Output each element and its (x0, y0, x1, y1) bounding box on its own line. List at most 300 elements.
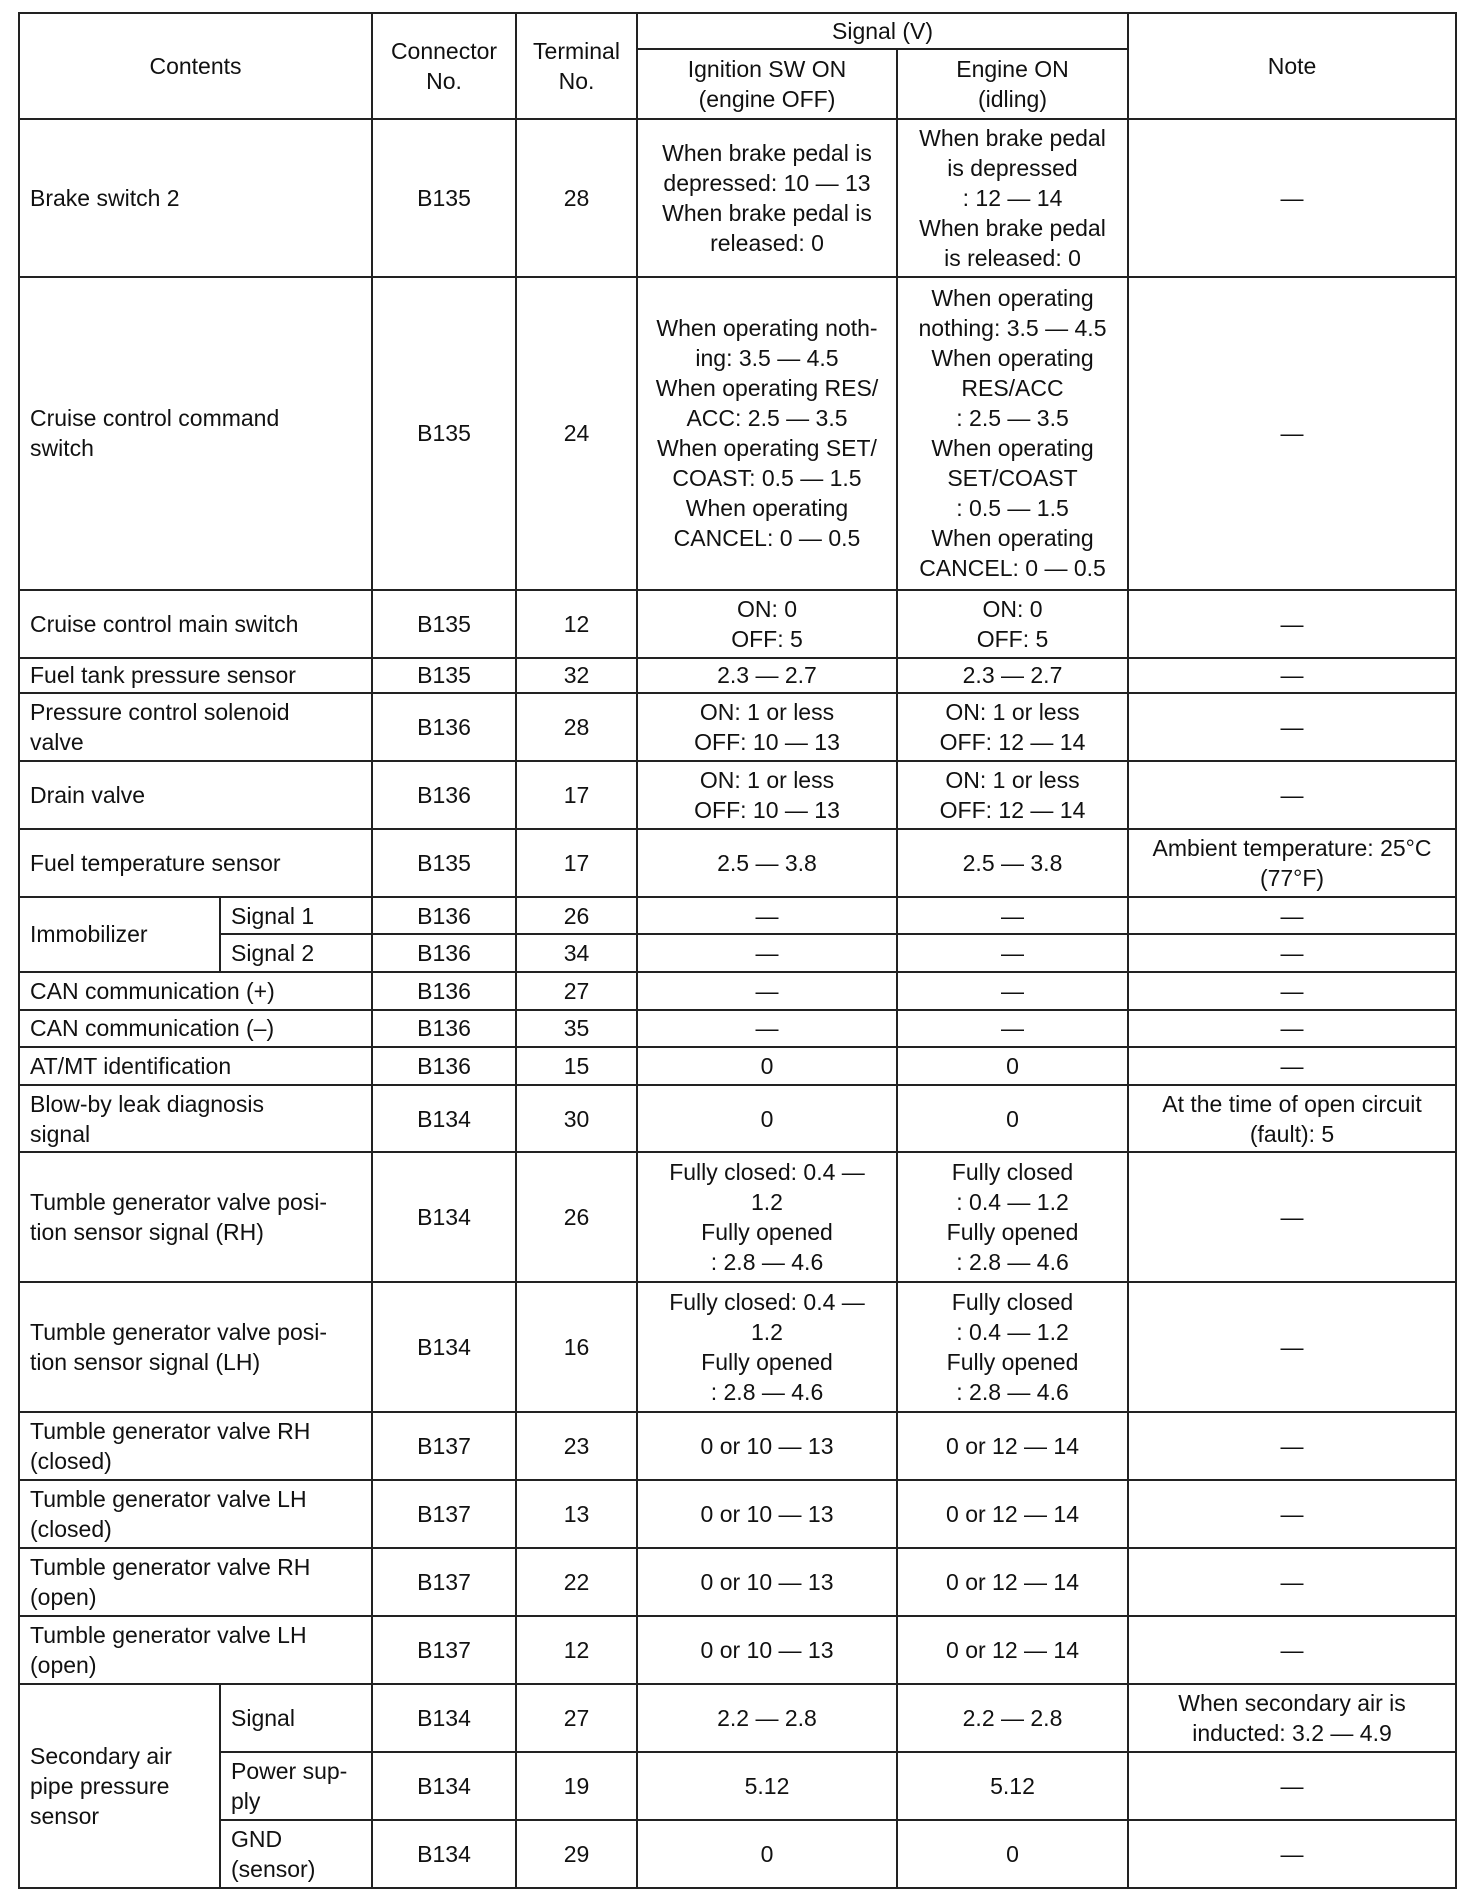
engine-signal-cell-line: 0 or 12 — 14 (946, 1433, 1079, 1460)
ignition-signal-cell-line: OFF: 10 — 13 (694, 797, 840, 824)
header-connector (372, 13, 516, 119)
engine-signal-cell-line: When brake pedal (919, 215, 1106, 242)
table-row (19, 897, 1456, 935)
ignition-signal-cell (637, 1412, 897, 1480)
note-cell-line: — (1280, 1501, 1304, 1528)
note-cell (1128, 1010, 1456, 1048)
contents-cell (19, 1548, 372, 1616)
terminal-cell: 28 (516, 119, 637, 277)
terminal-cell: 27 (516, 1684, 637, 1752)
note-cell-line: inducted: 3.2 — 4.9 (1192, 1719, 1392, 1746)
connector-cell: B135 (372, 829, 516, 897)
terminal-cell: 17 (516, 761, 637, 829)
ignition-signal-cell (637, 1616, 897, 1684)
engine-signal-cell (897, 1085, 1128, 1153)
table-row (19, 1752, 1456, 1820)
ignition-signal-cell (637, 1548, 897, 1616)
engine-signal-cell-line: ON: 1 or less (945, 699, 1080, 726)
header-ignition (637, 49, 897, 119)
header-terminal-line: Terminal (533, 38, 620, 64)
note-cell-line: — (1280, 977, 1304, 1004)
terminal-cell: 30 (516, 1085, 637, 1153)
connector-cell: B137 (372, 1616, 516, 1684)
table-row (19, 761, 1456, 829)
engine-signal-cell-line: OFF: 5 (976, 625, 1049, 652)
ignition-signal-cell (637, 1820, 897, 1888)
note-cell (1128, 658, 1456, 694)
header-engine (897, 49, 1128, 119)
engine-signal-cell-line: : 0.5 — 1.5 (956, 495, 1069, 522)
engine-signal-cell (897, 829, 1128, 897)
note-cell (1128, 1085, 1456, 1153)
engine-signal-cell-line: Fully opened (946, 1349, 1079, 1376)
table-row (19, 1480, 1456, 1548)
contents-cell-line: CAN communication (+) (30, 977, 275, 1004)
engine-signal-cell-line: — (1001, 902, 1024, 929)
contents-cell (19, 590, 372, 658)
sub-item-cell-line: (sensor) (231, 1855, 316, 1882)
ignition-signal-cell-line: When operating RES/ (655, 375, 879, 402)
header-ignition-line: (engine OFF) (698, 86, 836, 112)
note-cell-line: — (1280, 782, 1304, 809)
contents-cell-line: AT/MT identification (30, 1052, 232, 1079)
ignition-signal-cell (637, 829, 897, 897)
engine-signal-cell-line: : 0.4 — 1.2 (956, 1189, 1069, 1216)
connector-cell: B134 (372, 1282, 516, 1412)
group-cell (19, 1684, 220, 1888)
note-cell (1128, 829, 1456, 897)
connector-cell: B134 (372, 1752, 516, 1820)
ignition-signal-cell-line: : 2.8 — 4.6 (710, 1249, 824, 1276)
contents-cell-line: Tumble generator valve posi- (30, 1319, 328, 1346)
contents-cell-line: Tumble generator valve RH (30, 1418, 311, 1445)
note-cell (1128, 897, 1456, 935)
ignition-signal-cell-line: When operating (685, 495, 849, 522)
table-row (19, 972, 1456, 1010)
table-body (19, 119, 1456, 1888)
contents-cell (19, 972, 372, 1010)
table-row (19, 1152, 1456, 1282)
contents-cell (19, 1047, 372, 1085)
engine-signal-cell-line: is released: 0 (944, 245, 1081, 272)
note-cell (1128, 1752, 1456, 1820)
connector-cell: B136 (372, 693, 516, 761)
note-cell (1128, 119, 1456, 277)
contents-cell (19, 658, 372, 694)
note-cell-line: — (1280, 940, 1304, 967)
sub-item-cell: Signal 2 (220, 934, 372, 972)
ignition-signal-cell-line: 0 or 10 — 13 (700, 1569, 834, 1596)
engine-signal-cell (897, 590, 1128, 658)
connector-cell: B135 (372, 119, 516, 277)
contents-cell-line: (closed) (30, 1516, 112, 1543)
engine-signal-cell-line: : 12 — 14 (962, 185, 1063, 212)
note-cell-line: (77°F) (1259, 864, 1325, 891)
contents-cell-line: Tumble generator valve LH (30, 1621, 307, 1648)
engine-signal-cell-line: ON: 0 (982, 595, 1043, 622)
note-cell-line: — (1280, 1052, 1304, 1079)
connector-cell: B136 (372, 761, 516, 829)
engine-signal-cell-line: — (1001, 977, 1024, 1004)
contents-cell-line: Tumble generator valve posi- (30, 1189, 328, 1216)
terminal-cell: 17 (516, 829, 637, 897)
connector-cell: B135 (372, 658, 516, 694)
sub-item-cell (220, 1820, 372, 1888)
sub-item-cell-line: Power sup- (231, 1757, 348, 1784)
terminal-cell: 34 (516, 934, 637, 972)
contents-cell-line: tion sensor signal (LH) (30, 1349, 261, 1376)
engine-signal-cell-line: : 2.5 — 3.5 (956, 405, 1069, 432)
ignition-signal-cell-line: 2.2 — 2.8 (717, 1704, 817, 1731)
note-cell (1128, 693, 1456, 761)
terminal-cell: 13 (516, 1480, 637, 1548)
engine-signal-cell (897, 1752, 1128, 1820)
note-cell (1128, 761, 1456, 829)
sub-item-cell-line: ply (231, 1787, 261, 1814)
sub-item-cell (220, 1752, 372, 1820)
engine-signal-cell-line: 2.2 — 2.8 (962, 1704, 1063, 1731)
ignition-signal-cell-line: ON: 1 or less (699, 699, 835, 726)
ignition-signal-cell (637, 1752, 897, 1820)
note-cell-line: (fault): 5 (1249, 1120, 1335, 1147)
note-cell-line: At the time of open circuit (1162, 1090, 1422, 1117)
note-cell (1128, 1684, 1456, 1752)
ignition-signal-cell (637, 119, 897, 277)
ignition-signal-cell-line: ACC: 2.5 — 3.5 (686, 405, 848, 432)
contents-cell-line: (open) (30, 1584, 97, 1611)
ignition-signal-cell (637, 934, 897, 972)
note-cell-line: — (1280, 185, 1304, 212)
ignition-signal-cell-line: — (755, 902, 779, 929)
connector-cell: B136 (372, 934, 516, 972)
table-row (19, 1820, 1456, 1888)
table-row (19, 119, 1456, 277)
ignition-signal-cell (637, 1480, 897, 1548)
note-cell (1128, 1480, 1456, 1548)
note-cell-line: — (1280, 1334, 1304, 1361)
engine-signal-cell (897, 934, 1128, 972)
contents-cell-line: Tumble generator valve RH (30, 1554, 311, 1581)
ignition-signal-cell (637, 897, 897, 935)
table-row (19, 1047, 1456, 1085)
contents-cell-line: Cruise control main switch (30, 610, 299, 637)
engine-signal-cell (897, 1548, 1128, 1616)
note-cell-line: When secondary air is (1178, 1689, 1406, 1716)
engine-signal-cell-line: — (1001, 940, 1024, 967)
sub-item-cell: Signal 1 (220, 897, 372, 935)
engine-signal-cell-line: : 2.8 — 4.6 (956, 1379, 1069, 1406)
terminal-cell: 28 (516, 693, 637, 761)
header-ignition-line: Ignition SW ON (687, 56, 847, 82)
terminal-cell: 19 (516, 1752, 637, 1820)
connector-cell: B134 (372, 1085, 516, 1153)
table-row (19, 1684, 1456, 1752)
engine-signal-cell-line: Fully opened (946, 1219, 1079, 1246)
table-row (19, 829, 1456, 897)
engine-signal-cell (897, 1480, 1128, 1548)
contents-cell (19, 1282, 372, 1412)
contents-cell-line: Cruise control command (30, 405, 280, 432)
ignition-signal-cell (637, 1047, 897, 1085)
note-cell (1128, 972, 1456, 1010)
engine-signal-cell (897, 1616, 1128, 1684)
terminal-cell: 29 (516, 1820, 637, 1888)
engine-signal-cell-line: OFF: 12 — 14 (939, 729, 1086, 756)
contents-cell (19, 119, 372, 277)
ignition-signal-cell-line: — (755, 940, 779, 967)
note-cell (1128, 1548, 1456, 1616)
terminal-cell: 32 (516, 658, 637, 694)
terminal-cell: 26 (516, 1152, 637, 1282)
ignition-signal-cell-line: depressed: 10 — 13 (663, 170, 871, 197)
header-contents: Contents (19, 13, 372, 119)
engine-signal-cell-line: When operating (931, 525, 1094, 552)
ignition-signal-cell (637, 1282, 897, 1412)
table-row (19, 1412, 1456, 1480)
note-cell (1128, 1820, 1456, 1888)
ignition-signal-cell-line: 0 (760, 1052, 774, 1079)
ignition-signal-cell-line: Fully closed: 0.4 — (669, 1159, 865, 1186)
note-cell-line: Ambient temperature: 25°C (1152, 834, 1432, 861)
terminal-cell: 12 (516, 1616, 637, 1684)
engine-signal-cell-line: is depressed (947, 155, 1078, 182)
table-row (19, 658, 1456, 694)
note-cell-line: — (1280, 1636, 1304, 1663)
header-signal: Signal (V) (637, 13, 1128, 49)
table-row (19, 934, 1456, 972)
connector-cell: B136 (372, 1010, 516, 1048)
note-cell-line: — (1280, 610, 1304, 637)
sub-item-cell-line: GND (231, 1825, 283, 1852)
engine-signal-cell (897, 1152, 1128, 1282)
ignition-signal-cell-line: When brake pedal is (662, 140, 872, 167)
ignition-signal-cell-line: — (755, 1015, 779, 1042)
contents-cell-line: (open) (30, 1651, 97, 1678)
contents-cell-line: Drain valve (30, 782, 146, 809)
ignition-signal-cell-line: 5.12 (744, 1772, 790, 1799)
terminal-cell: 16 (516, 1282, 637, 1412)
engine-signal-cell (897, 119, 1128, 277)
group-cell: Immobilizer (19, 897, 220, 972)
note-cell (1128, 590, 1456, 658)
ignition-signal-cell-line: 2.5 — 3.8 (717, 849, 817, 876)
engine-signal-cell-line: When operating (931, 345, 1094, 372)
contents-cell-line: Pressure control solenoid (30, 699, 290, 726)
engine-signal-cell-line: When operating (931, 285, 1094, 312)
contents-cell-line: switch (30, 435, 94, 462)
contents-cell-line: Fuel tank pressure sensor (30, 662, 296, 689)
engine-signal-cell-line: — (1001, 1015, 1024, 1042)
contents-cell (19, 1616, 372, 1684)
ignition-signal-cell-line: Fully opened (701, 1349, 833, 1376)
group-cell-line: pipe pressure (30, 1772, 170, 1799)
connector-cell: B137 (372, 1548, 516, 1616)
engine-signal-cell (897, 761, 1128, 829)
table-row (19, 1085, 1456, 1153)
note-cell-line: — (1280, 1772, 1304, 1799)
engine-signal-cell-line: 0 (1006, 1052, 1019, 1079)
connector-cell: B134 (372, 1820, 516, 1888)
contents-cell-line: Fuel temperature sensor (30, 849, 281, 876)
terminal-cell: 15 (516, 1047, 637, 1085)
contents-cell (19, 829, 372, 897)
engine-signal-cell (897, 1412, 1128, 1480)
engine-signal-cell-line: 0 or 12 — 14 (946, 1636, 1079, 1663)
engine-signal-cell-line: SET/COAST (947, 465, 1078, 492)
table-row (19, 1010, 1456, 1048)
connector-cell: B137 (372, 1480, 516, 1548)
ignition-signal-cell-line: : 2.8 — 4.6 (710, 1379, 824, 1406)
note-cell (1128, 277, 1456, 589)
connector-cell: B134 (372, 1684, 516, 1752)
signal-table (18, 12, 1457, 1889)
contents-cell-line: Tumble generator valve LH (30, 1486, 307, 1513)
header-terminal-line: No. (558, 68, 595, 94)
ignition-signal-cell-line: 0 (760, 1105, 774, 1132)
contents-cell-line: CAN communication (–) (30, 1015, 275, 1042)
engine-signal-cell-line: 0 or 12 — 14 (946, 1569, 1079, 1596)
engine-signal-cell-line: 0 or 12 — 14 (946, 1501, 1079, 1528)
note-cell-line: — (1280, 714, 1304, 741)
note-cell-line: — (1280, 1840, 1304, 1867)
connector-cell: B135 (372, 277, 516, 589)
engine-signal-cell (897, 1684, 1128, 1752)
ignition-signal-cell (637, 658, 897, 694)
terminal-cell: 26 (516, 897, 637, 935)
contents-cell (19, 1152, 372, 1282)
ignition-signal-cell-line: 1.2 (751, 1319, 783, 1346)
contents-cell-line: Blow-by leak diagnosis (30, 1090, 264, 1117)
terminal-cell: 35 (516, 1010, 637, 1048)
engine-signal-cell-line: : 0.4 — 1.2 (956, 1319, 1069, 1346)
engine-signal-cell (897, 658, 1128, 694)
engine-signal-cell-line: When brake pedal (919, 125, 1106, 152)
ignition-signal-cell-line: OFF: 10 — 13 (694, 729, 840, 756)
note-cell-line: — (1280, 1433, 1304, 1460)
terminal-cell: 24 (516, 277, 637, 589)
engine-signal-cell-line: When operating (931, 435, 1094, 462)
engine-signal-cell-line: 2.3 — 2.7 (962, 662, 1063, 689)
note-cell (1128, 1152, 1456, 1282)
ignition-signal-cell-line: CANCEL: 0 — 0.5 (673, 525, 861, 552)
engine-signal-cell (897, 1282, 1128, 1412)
connector-cell: B137 (372, 1412, 516, 1480)
ignition-signal-cell-line: — (755, 977, 779, 1004)
connector-cell: B136 (372, 897, 516, 935)
terminal-cell: 22 (516, 1548, 637, 1616)
note-cell-line: — (1280, 1569, 1304, 1596)
note-cell (1128, 1047, 1456, 1085)
group-cell-line: Secondary air (30, 1742, 172, 1769)
connector-cell: B136 (372, 1047, 516, 1085)
header-terminal (516, 13, 637, 119)
header-connector-line: No. (426, 68, 462, 94)
sub-item-cell: Signal (220, 1684, 372, 1752)
header-engine-line: Engine ON (956, 56, 1069, 82)
ignition-signal-cell-line: When brake pedal is (662, 200, 872, 227)
engine-signal-cell-line: ON: 1 or less (945, 767, 1080, 794)
contents-cell (19, 1010, 372, 1048)
header-connector-line: Connector (390, 38, 498, 64)
engine-signal-cell (897, 277, 1128, 589)
engine-signal-cell (897, 897, 1128, 935)
note-cell (1128, 1412, 1456, 1480)
ignition-signal-cell (637, 972, 897, 1010)
contents-cell-line: tion sensor signal (RH) (30, 1219, 264, 1246)
ignition-signal-cell-line: ing: 3.5 — 4.5 (695, 345, 839, 372)
engine-signal-cell (897, 693, 1128, 761)
ignition-signal-cell-line: 0 or 10 — 13 (700, 1501, 834, 1528)
table-row (19, 277, 1456, 589)
note-cell-line: — (1280, 662, 1304, 689)
contents-cell (19, 277, 372, 589)
ignition-signal-cell-line: ON: 1 or less (699, 767, 835, 794)
engine-signal-cell (897, 1010, 1128, 1048)
engine-signal-cell-line: 5.12 (990, 1772, 1035, 1799)
table-row (19, 1548, 1456, 1616)
engine-signal-cell-line: OFF: 12 — 14 (939, 797, 1086, 824)
contents-cell (19, 1085, 372, 1153)
engine-signal-cell-line: : 2.8 — 4.6 (956, 1249, 1069, 1276)
header-engine-line: (idling) (977, 86, 1048, 112)
engine-signal-cell-line: CANCEL: 0 — 0.5 (919, 555, 1106, 582)
connector-cell: B136 (372, 972, 516, 1010)
table-row (19, 1616, 1456, 1684)
engine-signal-cell (897, 1047, 1128, 1085)
note-cell-line: — (1280, 1015, 1304, 1042)
ignition-signal-cell (637, 1684, 897, 1752)
engine-signal-cell-line: 0 (1006, 1105, 1019, 1132)
ignition-signal-cell-line: 2.3 — 2.7 (717, 662, 817, 689)
ignition-signal-cell (637, 277, 897, 589)
terminal-cell: 12 (516, 590, 637, 658)
ignition-signal-cell-line: OFF: 5 (731, 625, 803, 652)
note-cell (1128, 934, 1456, 972)
table-row (19, 1282, 1456, 1412)
table-row (19, 693, 1456, 761)
ignition-signal-cell-line: 0 or 10 — 13 (700, 1433, 834, 1460)
contents-cell (19, 1412, 372, 1480)
engine-signal-cell (897, 1820, 1128, 1888)
table-row (19, 590, 1456, 658)
header-note: Note (1128, 13, 1456, 119)
terminal-cell: 23 (516, 1412, 637, 1480)
ignition-signal-cell-line: released: 0 (710, 230, 824, 257)
contents-cell-line: Brake switch 2 (30, 185, 180, 212)
ignition-signal-cell (637, 1010, 897, 1048)
terminal-cell: 27 (516, 972, 637, 1010)
ignition-signal-cell-line: When operating SET/ (657, 435, 877, 462)
ignition-signal-cell (637, 1152, 897, 1282)
connector-cell: B135 (372, 590, 516, 658)
ignition-signal-cell (637, 761, 897, 829)
note-cell-line: — (1280, 420, 1304, 447)
group-cell-line: sensor (30, 1802, 100, 1829)
ignition-signal-cell-line: ON: 0 (736, 595, 798, 622)
ignition-signal-cell (637, 693, 897, 761)
engine-signal-cell-line: nothing: 3.5 — 4.5 (918, 315, 1107, 342)
engine-signal-cell-line: Fully closed (951, 1289, 1074, 1316)
connector-cell: B134 (372, 1152, 516, 1282)
engine-signal-cell-line: 2.5 — 3.8 (962, 849, 1063, 876)
ignition-signal-cell-line: Fully closed: 0.4 — (669, 1289, 865, 1316)
ignition-signal-cell (637, 1085, 897, 1153)
ignition-signal-cell-line: 0 (760, 1840, 774, 1867)
ignition-signal-cell (637, 590, 897, 658)
ignition-signal-cell-line: 0 or 10 — 13 (700, 1636, 834, 1663)
ignition-signal-cell-line: Fully opened (701, 1219, 833, 1246)
engine-signal-cell-line: Fully closed (951, 1159, 1074, 1186)
